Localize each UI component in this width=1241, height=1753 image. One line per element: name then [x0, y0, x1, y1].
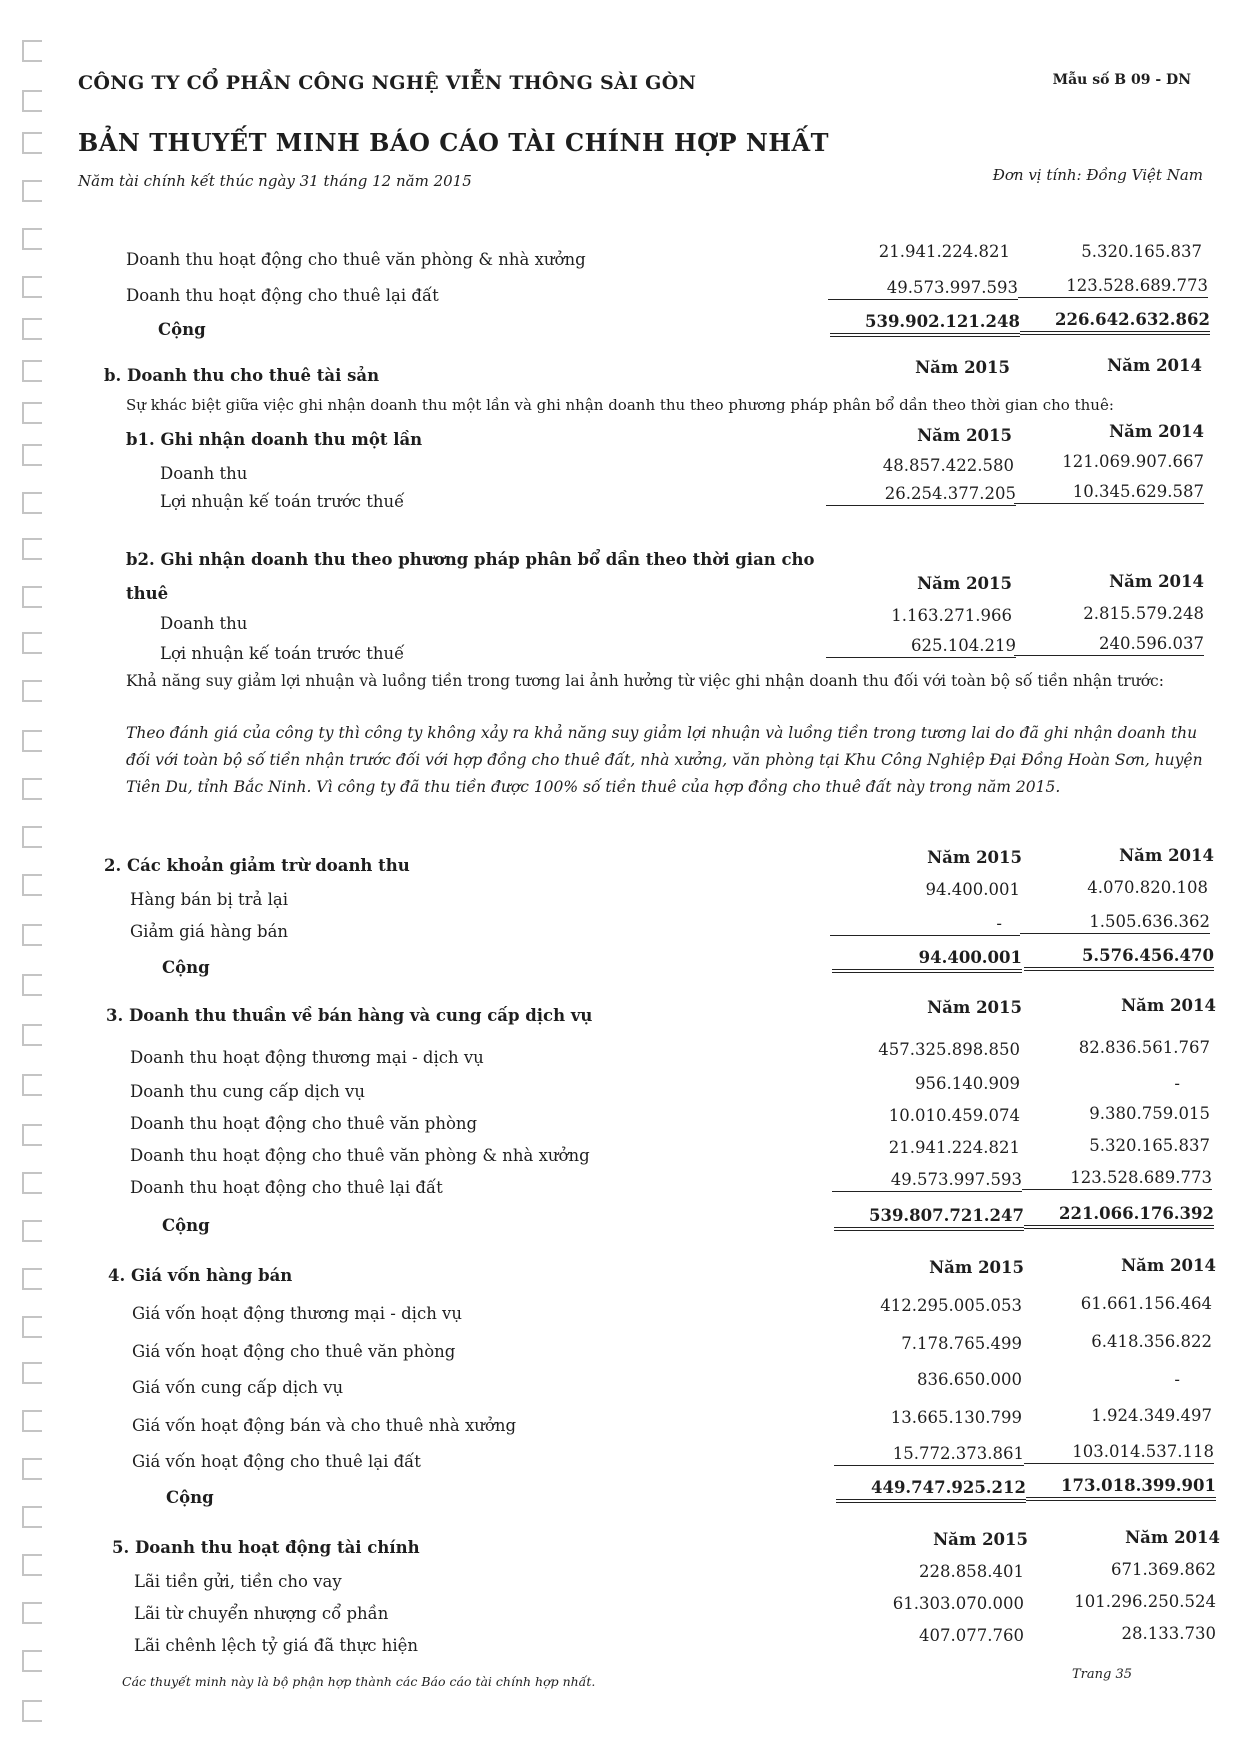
value-2015: 49.573.997.593 — [832, 1170, 1022, 1192]
total-2015: 539.807.721.247 — [834, 1206, 1024, 1231]
value-2014: 101.296.250.524 — [1074, 1592, 1216, 1611]
row-label: Lãi từ chuyển nhượng cổ phần — [134, 1604, 389, 1623]
column-header-2015: Năm 2015 — [927, 848, 1022, 867]
binder-hole — [22, 1362, 42, 1384]
document-title: BẢN THUYẾT MINH BÁO CÁO TÀI CHÍNH HỢP NHẤT — [78, 128, 830, 157]
binder-hole — [22, 1074, 42, 1096]
total-label: Cộng — [166, 1488, 214, 1507]
binder-hole — [22, 1700, 42, 1722]
binder-hole — [22, 1124, 42, 1146]
total-label: Cộng — [162, 1216, 210, 1235]
row-label: Lợi nhuận kế toán trước thuế — [160, 644, 405, 663]
row-label: Doanh thu hoạt động cho thuê lại đất — [126, 286, 439, 305]
value-2015: 10.010.459.074 — [888, 1106, 1020, 1125]
section-heading: 3. Doanh thu thuần về bán hàng và cung cấp dịch vụ — [106, 1006, 593, 1025]
row-label: Doanh thu hoạt động cho thuê lại đất — [130, 1178, 443, 1197]
value-2014: 6.418.356.822 — [1091, 1332, 1212, 1351]
value-2014: 123.528.689.773 — [1018, 276, 1208, 298]
section-heading: b. Doanh thu cho thuê tài sản — [104, 366, 380, 385]
binder-hole — [22, 318, 42, 340]
binder-hole — [22, 1554, 42, 1576]
section-intro: Sự khác biệt giữa việc ghi nhận doanh thu một lần và ghi nhận doanh thu theo phương pháp phân bổ dần theo thời gian cho thuê: — [126, 396, 1114, 414]
total-2014: 173.018.399.901 — [1026, 1476, 1216, 1501]
binder-hole — [22, 276, 42, 298]
binder-hole — [22, 1506, 42, 1528]
subsection-heading: b2. Ghi nhận doanh thu theo phương pháp phân bổ dần theo thời gian cho — [126, 550, 815, 569]
value-2015: 15.772.373.861 — [834, 1444, 1024, 1466]
row-label: Giá vốn hoạt động cho thuê văn phòng — [132, 1342, 456, 1361]
binder-hole — [22, 492, 42, 514]
assessment-paragraph: Theo đánh giá của công ty thì công ty không xảy ra khả năng suy giảm lợi nhuận và luồng tiền trong tương lai do đã ghi nhận doanh thu đối với toàn bộ số tiền nhận trước đối với hợp đồng cho thuê đất, nhà xưởng, văn phòng tại Khu Công Nghiệp Đại Đồng Hoàn Sơn, huyện Tiên Du, tỉnh Bắc Ninh. Vì công ty đã thu tiền được 100% số tiền thuê của hợp đồng cho thuê đất này trong năm 2015. — [126, 724, 1203, 796]
column-header-2015: Năm 2015 — [933, 1530, 1028, 1549]
value-2015: 412.295.005.053 — [880, 1296, 1022, 1315]
value-2015: 836.650.000 — [917, 1370, 1022, 1389]
binder-hole — [22, 360, 42, 382]
binder-hole — [22, 1650, 42, 1672]
binder-hole — [22, 924, 42, 946]
column-header-2014: Năm 2014 — [1121, 996, 1216, 1015]
subsection-heading-cont: thuê — [126, 584, 169, 603]
section-heading: 2. Các khoản giảm trừ doanh thu — [104, 856, 410, 875]
binder-hole — [22, 1024, 42, 1046]
column-header-2015: Năm 2015 — [917, 426, 1012, 445]
value-2014: 1.924.349.497 — [1091, 1406, 1212, 1425]
subsection-heading: b1. Ghi nhận doanh thu một lần — [126, 430, 423, 449]
value-2015: 956.140.909 — [915, 1074, 1020, 1093]
row-label: Giá vốn hoạt động bán và cho thuê nhà xưởng — [132, 1416, 517, 1435]
value-2015: 94.400.001 — [925, 880, 1020, 899]
binder-hole — [22, 132, 42, 154]
binder-hole — [22, 402, 42, 424]
row-label: Doanh thu hoạt động cho thuê văn phòng & nhà xưởng — [130, 1146, 590, 1165]
column-header-2014: Năm 2014 — [1125, 1528, 1220, 1547]
row-label: Lợi nhuận kế toán trước thuế — [160, 492, 405, 511]
column-header-2015: Năm 2015 — [915, 358, 1010, 377]
form-number: Mẫu số B 09 - DN — [1052, 72, 1191, 88]
fiscal-period: Năm tài chính kết thúc ngày 31 tháng 12 năm 2015 — [78, 172, 472, 190]
currency-unit: Đơn vị tính: Đồng Việt Nam — [992, 166, 1203, 184]
value-2015: 21.941.224.821 — [888, 1138, 1020, 1157]
binder-hole — [22, 538, 42, 560]
value-2015: 7.178.765.499 — [901, 1334, 1022, 1353]
binder-hole — [22, 1220, 42, 1242]
section-heading: 4. Giá vốn hàng bán — [108, 1266, 293, 1285]
column-header-2015: Năm 2015 — [927, 998, 1022, 1017]
column-header-2014: Năm 2014 — [1109, 422, 1204, 441]
column-header-2015: Năm 2015 — [929, 1258, 1024, 1277]
binder-hole — [22, 778, 42, 800]
row-label: Giá vốn cung cấp dịch vụ — [132, 1378, 344, 1397]
binder-hole — [22, 1410, 42, 1432]
row-label: Doanh thu — [160, 614, 248, 633]
binder-hole — [22, 1268, 42, 1290]
binder-hole — [22, 1172, 42, 1194]
binder-hole — [22, 228, 42, 250]
value-2015: 407.077.760 — [919, 1626, 1024, 1645]
row-label: Giảm giá hàng bán — [130, 922, 289, 941]
binder-hole — [22, 586, 42, 608]
binder-hole — [22, 444, 42, 466]
value-2014: 61.661.156.464 — [1080, 1294, 1212, 1313]
value-2014: 5.320.165.837 — [1089, 1136, 1210, 1155]
total-2014: 221.066.176.392 — [1024, 1204, 1214, 1229]
footer-note: Các thuyết minh này là bộ phận hợp thành các Báo cáo tài chính hợp nhất. — [122, 1674, 596, 1689]
value-2015: 26.254.377.205 — [826, 484, 1016, 506]
total-label: Cộng — [162, 958, 210, 977]
value-2015: 21.941.224.821 — [878, 242, 1010, 261]
total-2015: 449.747.925.212 — [836, 1478, 1026, 1503]
page-number: Trang 35 — [1072, 1667, 1133, 1682]
row-label: Doanh thu — [160, 464, 248, 483]
value-2014: 5.320.165.837 — [1081, 242, 1202, 261]
column-header-2014: Năm 2014 — [1121, 1256, 1216, 1275]
column-header-2014: Năm 2014 — [1109, 572, 1204, 591]
value-2014: 82.836.561.767 — [1078, 1038, 1210, 1057]
total-2015: 94.400.001 — [832, 948, 1022, 973]
value-2015: 48.857.422.580 — [882, 456, 1014, 475]
column-header-2015: Năm 2015 — [917, 574, 1012, 593]
value-2014: 4.070.820.108 — [1087, 878, 1208, 897]
value-2015: 49.573.997.593 — [828, 278, 1018, 300]
total-2014: 226.642.632.862 — [1020, 310, 1210, 335]
binder-hole — [22, 1316, 42, 1338]
binder-hole — [22, 974, 42, 996]
column-header-2014: Năm 2014 — [1119, 846, 1214, 865]
row-label: Giá vốn hoạt động cho thuê lại đất — [132, 1452, 421, 1471]
binder-hole — [22, 730, 42, 752]
total-label: Cộng — [158, 320, 206, 339]
binder-hole — [22, 632, 42, 654]
value-2014: 103.014.537.118 — [1024, 1442, 1214, 1464]
value-2015: 228.858.401 — [919, 1562, 1024, 1581]
value-2015: 13.665.130.799 — [890, 1408, 1022, 1427]
value-2014: - — [1174, 1370, 1180, 1389]
value-2014: - — [1174, 1074, 1180, 1093]
binder-hole — [22, 40, 42, 62]
section-heading: 5. Doanh thu hoạt động tài chính — [112, 1538, 420, 1557]
row-label: Doanh thu hoạt động thương mại - dịch vụ — [130, 1048, 484, 1067]
row-label: Giá vốn hoạt động thương mại - dịch vụ — [132, 1304, 463, 1323]
total-2015: 539.902.121.248 — [830, 312, 1020, 337]
row-label: Doanh thu cung cấp dịch vụ — [130, 1082, 365, 1101]
binder-hole — [22, 180, 42, 202]
company-name: CÔNG TY CỔ PHẦN CÔNG NGHỆ VIỄN THÔNG SÀI GÒN — [78, 72, 697, 94]
value-2014: 2.815.579.248 — [1083, 604, 1204, 623]
row-label: Doanh thu hoạt động cho thuê văn phòng — [130, 1114, 478, 1133]
value-2014: 121.069.907.667 — [1062, 452, 1204, 471]
row-label: Lãi tiền gửi, tiền cho vay — [134, 1572, 342, 1591]
value-2014: 240.596.037 — [1014, 634, 1204, 656]
value-2014: 10.345.629.587 — [1014, 482, 1204, 504]
value-2014: 9.380.759.015 — [1089, 1104, 1210, 1123]
row-label: Doanh thu hoạt động cho thuê văn phòng & nhà xưởng — [126, 250, 586, 269]
binder-hole — [22, 1602, 42, 1624]
value-2014: 1.505.636.362 — [1020, 912, 1210, 934]
value-2014: 671.369.862 — [1111, 1560, 1216, 1579]
value-2015: 625.104.219 — [826, 636, 1016, 658]
value-2015: 61.303.070.000 — [892, 1594, 1024, 1613]
value-2014: 28.133.730 — [1121, 1624, 1216, 1643]
note-paragraph: Khả năng suy giảm lợi nhuận và luồng tiền trong tương lai ảnh hưởng từ việc ghi nhận doanh thu đối với toàn bộ số tiền nhận trước: — [126, 672, 1164, 690]
total-2014: 5.576.456.470 — [1024, 946, 1214, 971]
column-header-2014: Năm 2014 — [1107, 356, 1202, 375]
row-label: Lãi chênh lệch tỷ giá đã thực hiện — [134, 1636, 419, 1655]
binder-hole — [22, 874, 42, 896]
value-2015: - — [830, 914, 1020, 936]
binder-hole — [22, 826, 42, 848]
binder-hole — [22, 90, 42, 112]
row-label: Hàng bán bị trả lại — [130, 890, 289, 909]
binder-hole — [22, 680, 42, 702]
binder-hole — [22, 1458, 42, 1480]
value-2014: 123.528.689.773 — [1022, 1168, 1212, 1190]
value-2015: 1.163.271.966 — [891, 606, 1012, 625]
value-2015: 457.325.898.850 — [878, 1040, 1020, 1059]
